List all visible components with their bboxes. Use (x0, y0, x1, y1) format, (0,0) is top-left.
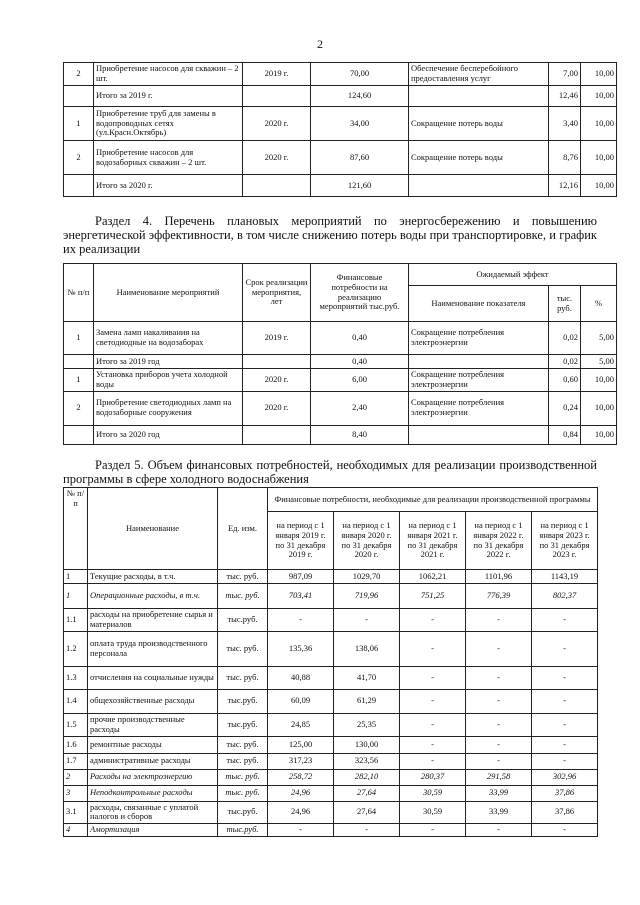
row-value: - (400, 689, 466, 713)
top-table (63, 62, 617, 197)
header-number: № п/п (64, 488, 88, 570)
row-value: - (532, 609, 598, 632)
row-unit: тыс. руб. (218, 666, 268, 689)
row-effect: Сокращение потребления электроэнергии (409, 369, 549, 392)
row-number: 4 (64, 824, 88, 837)
row-value: - (268, 824, 334, 837)
header-pct: % (581, 286, 617, 322)
row-cost: 6,00 (311, 369, 409, 392)
row-rub: 0,84 (549, 425, 581, 444)
row-value: 282,10 (334, 769, 400, 785)
table-row (64, 736, 598, 753)
row-number: 1.4 (64, 689, 88, 713)
row-year (243, 86, 311, 107)
row-number: 2 (64, 141, 94, 175)
row-value: 1143,19 (532, 570, 598, 584)
table-row (64, 769, 598, 785)
row-value: 703,41 (268, 584, 334, 609)
table-row (64, 631, 598, 666)
row-effect (409, 86, 549, 107)
header-finance: Финансовые потребности на реализацию мероприятий тыс.руб. (311, 264, 409, 322)
header-period-2022: на период с 1 января 2022 г. по 31 декабря 2022 г. (466, 512, 532, 570)
row-value: - (466, 824, 532, 837)
section4-heading (63, 214, 597, 256)
row-value: - (466, 609, 532, 632)
row-effect: Сокращение потребления электроэнергии (409, 391, 549, 425)
row-value: - (334, 609, 400, 632)
section5-title: Раздел 5. Объем финансовых потребностей, необходимых для реализации производственной программы в сфере холодного водоснабжения (63, 458, 597, 486)
row-value: 802,37 (532, 584, 598, 609)
row-cost: 2,40 (311, 391, 409, 425)
row-unit: тыс.руб. (218, 713, 268, 736)
row-year: 2019 г. (243, 63, 311, 86)
row-year (243, 425, 311, 444)
row-pct: 10,00 (581, 141, 617, 175)
row-value: - (532, 736, 598, 753)
row-value: 61,29 (334, 689, 400, 713)
row-name: Приобретение насосов для водозаборных скважин – 2 шт. (94, 141, 243, 175)
row-value: - (400, 824, 466, 837)
row-value: 1101,96 (466, 570, 532, 584)
row-value: 30,59 (400, 785, 466, 801)
table-row (64, 425, 617, 444)
row-number (64, 355, 94, 369)
row-unit: тыс. руб. (218, 753, 268, 769)
row-value: 776,39 (466, 584, 532, 609)
row-number: 1.7 (64, 753, 88, 769)
row-name: ремонтные расходы (88, 736, 218, 753)
row-pct: 10,00 (581, 369, 617, 392)
row-pct: 10,00 (581, 425, 617, 444)
table-row (64, 753, 598, 769)
row-number: 2 (64, 63, 94, 86)
row-name: административные расходы (88, 753, 218, 769)
row-value: 135,36 (268, 631, 334, 666)
header-number: № п/п (64, 264, 94, 322)
row-value: - (532, 666, 598, 689)
row-value: 27,64 (334, 801, 400, 824)
table-row (64, 609, 598, 632)
row-value: 138,06 (334, 631, 400, 666)
section4-table (63, 263, 617, 445)
row-year: 2020 г. (243, 391, 311, 425)
table-row (64, 801, 598, 824)
row-value: 130,00 (334, 736, 400, 753)
row-number: 1 (64, 369, 94, 392)
table-row (64, 584, 598, 609)
row-rub: 0,24 (549, 391, 581, 425)
row-name: расходы на приобретение сырья и материалов (88, 609, 218, 632)
table-row (64, 86, 617, 107)
page-number: 2 (317, 37, 323, 51)
row-name: Текущие расходы, в т.ч. (88, 570, 218, 584)
row-cost: 70,00 (311, 63, 409, 86)
row-name: прочие производственные расходы (88, 713, 218, 736)
row-rub: 0,02 (549, 355, 581, 369)
row-number: 1 (64, 322, 94, 355)
row-value: 1029,70 (334, 570, 400, 584)
row-cost: 0,40 (311, 355, 409, 369)
row-effect: Сокращение потерь воды (409, 107, 549, 141)
row-number: 1.3 (64, 666, 88, 689)
row-value: 291,58 (466, 769, 532, 785)
row-name: Итого за 2019 г. (94, 86, 243, 107)
row-value: - (268, 609, 334, 632)
row-name: общехозяйственные расходы (88, 689, 218, 713)
table-row (64, 355, 617, 369)
table-row (64, 322, 617, 355)
header-name: Наименование мероприятий (94, 264, 243, 322)
row-unit: тыс. руб. (218, 769, 268, 785)
header-period-2021: на период с 1 января 2021 г. по 31 декабря 2021 г. (400, 512, 466, 570)
row-value: - (400, 753, 466, 769)
row-value: - (466, 689, 532, 713)
row-cost: 124,60 (311, 86, 409, 107)
row-number: 1 (64, 584, 88, 609)
row-cost: 87,60 (311, 141, 409, 175)
row-pct: 5,00 (581, 322, 617, 355)
table-row (64, 824, 598, 837)
row-pct: 10,00 (581, 63, 617, 86)
row-year (243, 355, 311, 369)
row-value: 280,37 (400, 769, 466, 785)
row-number (64, 425, 94, 444)
row-effect (409, 175, 549, 197)
row-year: 2020 г. (243, 141, 311, 175)
row-name: Итого за 2020 год (94, 425, 243, 444)
row-name: расходы, связанные с уплатой налогов и сборов (88, 801, 218, 824)
header-unit: Ед. изм. (218, 488, 268, 570)
row-number: 1.1 (64, 609, 88, 632)
row-value: - (400, 631, 466, 666)
table-row (64, 666, 598, 689)
row-name: Установка приборов учета холодной воды (94, 369, 243, 392)
row-value: - (334, 824, 400, 837)
row-pct: 10,00 (581, 107, 617, 141)
row-effect (409, 355, 549, 369)
row-value: 987,09 (268, 570, 334, 584)
table-row (64, 369, 617, 392)
table-header-row (64, 264, 617, 286)
row-pct: 10,00 (581, 391, 617, 425)
row-unit: тыс. руб. (218, 570, 268, 584)
row-year: 2020 г. (243, 369, 311, 392)
header-period-2023: на период с 1 января 2023 г. по 31 декабря 2023 г. (532, 512, 598, 570)
row-rub: 8,76 (549, 141, 581, 175)
table-row (64, 689, 598, 713)
header-indicator: Наименование показателя (409, 286, 549, 322)
row-value: 317,23 (268, 753, 334, 769)
row-value: 24,96 (268, 785, 334, 801)
row-cost: 34,00 (311, 107, 409, 141)
row-year: 2020 г. (243, 107, 311, 141)
row-number (64, 86, 94, 107)
row-value: - (532, 689, 598, 713)
header-rub: тыс. руб. (549, 286, 581, 322)
row-unit: тыс.руб. (218, 689, 268, 713)
header-period-2019: на период с 1 января 2019 г. по 31 декабря 2019 г. (268, 512, 334, 570)
row-number: 1 (64, 107, 94, 141)
row-value: - (400, 609, 466, 632)
row-name: Неподконтрольные расходы (88, 785, 218, 801)
row-cost: 8,40 (311, 425, 409, 444)
row-year: 2019 г. (243, 322, 311, 355)
row-number: 1.5 (64, 713, 88, 736)
row-number: 2 (64, 769, 88, 785)
section4-title: Раздел 4. Перечень плановых мероприятий по энергосбережению и повышению энергетической эффективности, в том числе снижению потерь воды при транспортировке, и график их реализации (63, 214, 597, 256)
row-pct: 5,00 (581, 355, 617, 369)
header-effect: Ожидаемый эффект (409, 264, 617, 286)
row-pct: 10,00 (581, 86, 617, 107)
row-value: - (466, 666, 532, 689)
row-rub: 7,00 (549, 63, 581, 86)
row-value: 1062,21 (400, 570, 466, 584)
table-header-row (64, 488, 598, 512)
row-number: 3.1 (64, 801, 88, 824)
row-year (243, 175, 311, 197)
row-name: Приобретение труб для замены в водопроводных сетях (ул.Красн.Октябрь) (94, 107, 243, 141)
row-effect: Сокращение потребления электроэнергии (409, 322, 549, 355)
row-value: - (532, 753, 598, 769)
row-value: 37,86 (532, 785, 598, 801)
row-value: 41,70 (334, 666, 400, 689)
row-unit: тыс. руб. (218, 736, 268, 753)
header-name: Наименование (88, 488, 218, 570)
row-value: 37,86 (532, 801, 598, 824)
row-value: 25,35 (334, 713, 400, 736)
row-cost: 121,60 (311, 175, 409, 197)
row-name: Замена ламп накаливания на светодиодные на водозаборах (94, 322, 243, 355)
row-value: 33,99 (466, 801, 532, 824)
header-term: Срок реализации мероприятия, лет (243, 264, 311, 322)
row-name: Операционные расходы, в т.ч. (88, 584, 218, 609)
row-value: 30,59 (400, 801, 466, 824)
table-row (64, 63, 617, 86)
row-unit: тыс.руб. (218, 824, 268, 837)
row-number: 1.2 (64, 631, 88, 666)
row-value: - (466, 736, 532, 753)
row-name: Приобретение насосов для скважин – 2 шт. (94, 63, 243, 86)
row-effect: Сокращение потерь воды (409, 141, 549, 175)
row-value: - (466, 631, 532, 666)
row-cost: 0,40 (311, 322, 409, 355)
row-pct: 10,00 (581, 175, 617, 197)
row-number: 1 (64, 570, 88, 584)
table-row (64, 141, 617, 175)
row-unit: тыс. руб. (218, 785, 268, 801)
row-unit: тыс. руб. (218, 631, 268, 666)
section5-body (64, 570, 598, 837)
row-value: - (532, 824, 598, 837)
row-value: 24,85 (268, 713, 334, 736)
row-value: - (400, 736, 466, 753)
table-row (64, 107, 617, 141)
row-effect (409, 425, 549, 444)
row-value: - (532, 631, 598, 666)
row-rub: 12,46 (549, 86, 581, 107)
row-name: отчисления на социальные нужды (88, 666, 218, 689)
row-rub: 0,02 (549, 322, 581, 355)
row-value: - (532, 713, 598, 736)
row-value: - (466, 713, 532, 736)
row-number (64, 175, 94, 197)
table-row (64, 175, 617, 197)
table-row (64, 713, 598, 736)
table-row (64, 570, 598, 584)
row-value: - (400, 666, 466, 689)
row-number: 3 (64, 785, 88, 801)
row-rub: 3,40 (549, 107, 581, 141)
row-name: Расходы на электроэнергию (88, 769, 218, 785)
row-value: 40,88 (268, 666, 334, 689)
row-value: - (466, 753, 532, 769)
header-period-2020: на период с 1 января 2020 г. по 31 декабря 2020 г. (334, 512, 400, 570)
row-unit: тыс.руб. (218, 609, 268, 632)
row-value: 323,56 (334, 753, 400, 769)
row-name: Итого за 2019 год (94, 355, 243, 369)
row-value: 27,64 (334, 785, 400, 801)
table-row (64, 785, 598, 801)
row-value: 33,99 (466, 785, 532, 801)
row-rub: 0,60 (549, 369, 581, 392)
row-name: Приобретение светодиодных ламп на водозаборные сооружения (94, 391, 243, 425)
row-value: - (400, 713, 466, 736)
row-unit: тыс. руб. (218, 584, 268, 609)
row-name: Амортизация (88, 824, 218, 837)
header-finance-group: Финансовые потребности, необходимые для реализации производственной программы (268, 488, 598, 512)
row-rub: 12,16 (549, 175, 581, 197)
row-name: Итого за 2020 г. (94, 175, 243, 197)
row-effect: Обеспечение бесперебойного предоставления услуг (409, 63, 549, 86)
row-value: 719,96 (334, 584, 400, 609)
row-value: 258,72 (268, 769, 334, 785)
row-value: 302,96 (532, 769, 598, 785)
row-unit: тыс.руб. (218, 801, 268, 824)
section5-heading (63, 458, 597, 486)
row-value: 60,09 (268, 689, 334, 713)
row-value: 24,96 (268, 801, 334, 824)
section5-table (63, 487, 598, 837)
row-name: оплата труда производственного персонала (88, 631, 218, 666)
table-row (64, 391, 617, 425)
row-value: 125,00 (268, 736, 334, 753)
row-number: 1.6 (64, 736, 88, 753)
row-value: 751,25 (400, 584, 466, 609)
row-number: 2 (64, 391, 94, 425)
